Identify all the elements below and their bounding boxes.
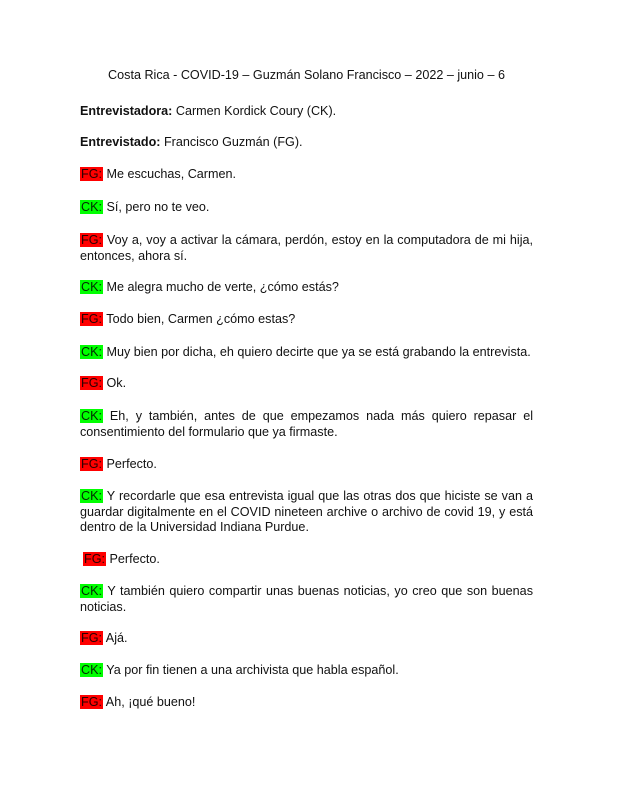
turn-text: Perfecto. [106, 552, 160, 566]
transcript-turn [80, 552, 536, 568]
speaker-tag-ck: CK: [81, 200, 102, 214]
transcript-turn [80, 280, 533, 296]
turn-text: Muy bien por dicha, eh quiero decirte que ya se está grabando la entrevista. [103, 345, 531, 359]
speaker-tag-fg: FG: [81, 312, 102, 326]
turn-text: Ok. [103, 376, 127, 390]
transcript-turn [80, 200, 533, 216]
speaker-tag-ck: CK: [81, 280, 102, 294]
transcript-turn [80, 489, 533, 536]
transcript-turn [80, 631, 533, 647]
turn-text: Todo bien, Carmen ¿cómo estas? [103, 312, 296, 326]
turn-text: Ya por fin tienen a una archivista que habla español. [103, 663, 399, 677]
turn-text: Eh, y también, antes de que empezamos nada más quiero repasar el consentimiento del formulario que ya firmaste. [80, 409, 533, 439]
turn-text: Y recordarle que esa entrevista igual que las otras dos que hiciste se van a guardar digitalmente en el COVID nineteen archive o archivo de covid 19, y está dentro de la Universidad Indiana Purdue. [80, 489, 533, 534]
speaker-tag-fg: FG: [81, 631, 102, 645]
speaker-tag-fg: FG: [84, 552, 105, 566]
transcript-turn [80, 167, 533, 183]
speaker-tag-ck: CK: [81, 345, 102, 359]
interviewee-line [80, 135, 533, 151]
turn-text: Ah, ¡qué bueno! [103, 695, 196, 709]
transcript-turn [80, 233, 533, 264]
transcript-turn [80, 312, 533, 328]
interviewer-label: Entrevistadora: [80, 104, 173, 118]
speaker-tag-ck: CK: [81, 489, 102, 503]
speaker-tag-ck: CK: [81, 409, 102, 423]
speaker-tag-ck: CK: [81, 663, 102, 677]
transcript-turn [80, 695, 533, 711]
interviewer-name: Carmen Kordick Coury (CK). [172, 104, 337, 118]
turn-text: Voy a, voy a activar la cámara, perdón, estoy en la computadora de mi hija, entonces, ahora sí. [80, 233, 533, 263]
turn-text: Y también quiero compartir unas buenas noticias, yo creo que son buenas noticias. [80, 584, 533, 614]
speaker-tag-fg: FG: [81, 167, 102, 181]
interviewee-label: Entrevistado: [80, 135, 161, 149]
transcript-turn [80, 409, 533, 440]
speaker-tag-fg: FG: [81, 233, 102, 247]
transcript-turn [80, 584, 533, 615]
speaker-tag-fg: FG: [81, 695, 102, 709]
turn-text: Me alegra mucho de verte, ¿cómo estás? [103, 280, 339, 294]
turn-text: Sí, pero no te veo. [103, 200, 210, 214]
document-title: Costa Rica - COVID-19 – Guzmán Solano Francisco – 2022 – junio – 6 [108, 68, 505, 82]
speaker-tag-fg: FG: [81, 457, 102, 471]
turn-text: Me escuchas, Carmen. [103, 167, 236, 181]
speaker-tag-ck: CK: [81, 584, 102, 598]
speaker-tag-fg: FG: [81, 376, 102, 390]
transcript-turn [80, 376, 533, 392]
interviewer-line [80, 104, 533, 120]
transcript-turn [80, 663, 533, 679]
turn-text: Ajá. [103, 631, 128, 645]
turn-text: Perfecto. [103, 457, 157, 471]
transcript-turn [80, 457, 533, 473]
interviewee-name: Francisco Guzmán (FG). [160, 135, 303, 149]
transcript-turn [80, 345, 533, 361]
